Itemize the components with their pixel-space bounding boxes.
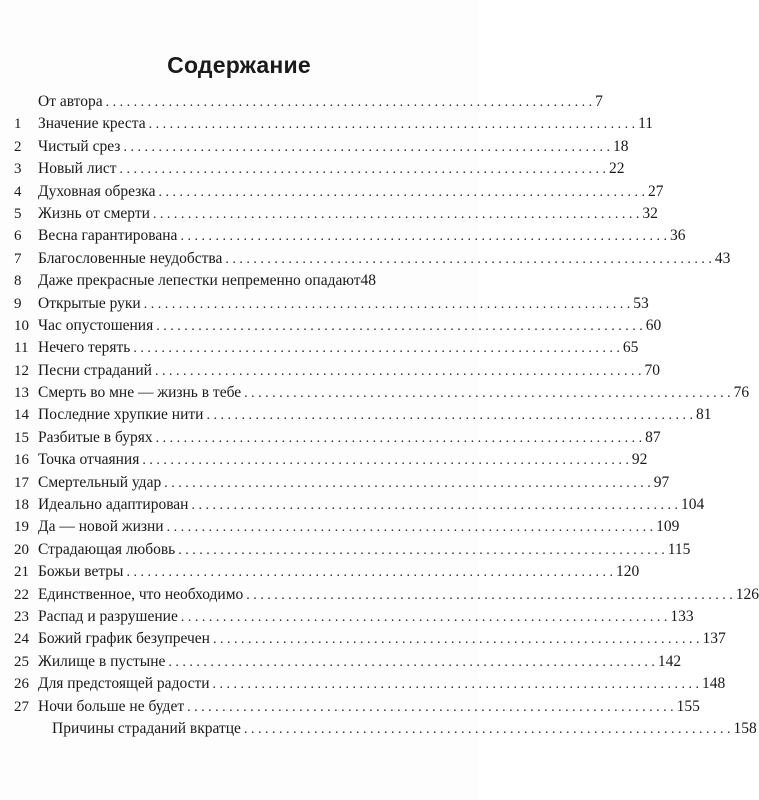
page-number: 142	[657, 652, 682, 670]
chapter-number: 12	[14, 362, 29, 379]
page-number: 155	[676, 697, 700, 715]
chapter-title: Да — новой жизни	[38, 518, 164, 536]
chapter-number: 7	[14, 250, 22, 267]
toc-entry	[14, 225, 686, 247]
chapter-number: 22	[14, 586, 29, 603]
page-number: 97	[653, 473, 670, 491]
chapter-number: 16	[14, 452, 29, 469]
chapter-title: Смертельный удар	[38, 473, 162, 491]
page-number: 70	[644, 361, 660, 379]
chapter-number: 23	[14, 608, 29, 625]
chapter-title: Точка отчаяния	[38, 451, 140, 469]
toc-entry	[14, 270, 436, 292]
chapter-title: Чистый срез	[38, 137, 121, 155]
chapter-title: Божий график безупречен	[38, 630, 210, 648]
toc-entry	[14, 584, 759, 606]
chapter-number: 26	[14, 676, 29, 693]
page-number: 126	[735, 585, 759, 603]
dot-leader	[156, 428, 643, 450]
chapter-number: 20	[14, 541, 29, 558]
dot-leader	[213, 629, 700, 651]
chapter-number: 4	[14, 183, 22, 200]
page-number: 60	[645, 316, 662, 334]
chapter-title: Причины страданий вкратце	[52, 719, 241, 737]
chapter-title: Весна гарантирована	[38, 227, 178, 245]
toc-entry	[14, 539, 691, 561]
toc-entry	[14, 427, 661, 449]
chapter-title: Духовная обрезка	[38, 182, 156, 200]
chapter-title: Божьи ветры	[38, 563, 124, 581]
dot-leader	[225, 249, 712, 271]
toc-entry	[14, 494, 705, 516]
chapter-title: От автора	[38, 93, 103, 110]
page-number: 32	[642, 204, 658, 222]
dot-leader	[120, 159, 607, 181]
chapter-number: 17	[14, 474, 29, 491]
chapter-title: Разбитые в бурях	[38, 428, 153, 446]
dot-leader	[133, 338, 620, 360]
chapter-title: Ночи больше не будет	[38, 697, 185, 715]
dot-leader	[213, 674, 700, 696]
page-number: 158	[733, 719, 757, 737]
page-number: 133	[670, 607, 694, 625]
page-number: 18	[612, 137, 629, 155]
chapter-number: 10	[14, 317, 29, 334]
page-number: 92	[631, 451, 648, 469]
dot-leader	[187, 697, 674, 719]
dot-leader	[167, 517, 654, 539]
dot-leader	[158, 182, 645, 204]
chapter-title: Смерть во мне — жизнь в тебе	[38, 384, 242, 402]
toc-entry	[14, 718, 757, 740]
chapter-title: Страдающая любовь	[38, 540, 176, 558]
dot-leader	[164, 473, 651, 495]
toc-entry	[14, 673, 726, 695]
dot-leader	[144, 294, 631, 316]
toc-entry	[14, 561, 640, 583]
toc-entry	[14, 382, 750, 404]
chapter-title: Даже прекрасные лепестки непременно опадают	[38, 272, 361, 290]
chapter-number: 15	[14, 429, 29, 446]
chapter-title: Песни страданий	[38, 361, 152, 379]
dot-leader	[244, 719, 731, 741]
toc-entry	[14, 91, 603, 113]
chapter-title: Час опустошения	[38, 316, 154, 334]
toc-entry	[14, 293, 649, 315]
chapter-title: Последние хрупкие нити	[38, 406, 204, 424]
dot-leader	[153, 204, 640, 226]
toc-entry	[14, 404, 712, 426]
toc-entry	[14, 628, 726, 650]
dot-leader	[244, 383, 731, 405]
page-number: 48	[360, 272, 377, 290]
toc-entry	[14, 158, 625, 180]
toc-entry	[14, 472, 670, 494]
chapter-number: 18	[14, 497, 29, 514]
chapter-number: 19	[14, 519, 29, 536]
toc-entry	[14, 360, 660, 382]
page-number: 11	[638, 115, 654, 133]
toc-entry	[14, 315, 662, 337]
chapter-number: 14	[14, 407, 29, 424]
toc-entry	[14, 449, 648, 471]
page-number: 7	[595, 93, 603, 110]
chapter-number: 3	[14, 161, 22, 178]
page-number: 53	[633, 294, 649, 312]
chapter-title: Жизнь от смерти	[38, 204, 150, 222]
chapter-number: 25	[14, 653, 29, 670]
dot-leader	[149, 114, 636, 136]
page-number: 81	[695, 406, 712, 424]
chapter-number: 21	[14, 564, 29, 581]
chapter-number: 5	[14, 205, 22, 222]
chapter-title: Благословенные неудобства	[38, 249, 223, 267]
chapter-title: Нечего терять	[38, 339, 131, 357]
toc-entry	[14, 696, 700, 718]
toc-entry	[14, 248, 731, 270]
chapter-number: 11	[14, 340, 29, 357]
toc-entry	[14, 516, 680, 538]
page-title: Содержание	[167, 52, 311, 78]
page-number: 36	[669, 227, 686, 245]
page-number: 76	[733, 384, 750, 402]
toc-entry	[14, 113, 654, 135]
chapter-number: 6	[14, 228, 22, 245]
chapter-number: 2	[14, 138, 22, 155]
chapter-number: 8	[14, 273, 22, 290]
dot-leader	[181, 607, 668, 629]
dot-leader	[206, 405, 693, 427]
dot-leader	[142, 450, 629, 472]
table-of-contents	[14, 91, 759, 740]
dot-leader	[191, 495, 678, 517]
page-number: 104	[680, 496, 705, 514]
chapter-title: Идеально адаптирован	[38, 496, 189, 514]
page-number: 115	[667, 540, 691, 558]
chapter-title: Распад и разрушение	[38, 607, 178, 625]
chapter-number: 1	[14, 116, 22, 133]
toc-entry	[14, 337, 639, 359]
page-number: 137	[702, 630, 726, 648]
dot-leader	[168, 652, 655, 674]
dot-leader	[155, 361, 642, 383]
dot-leader	[180, 226, 667, 248]
page-number: 27	[647, 182, 664, 200]
toc-entry	[14, 651, 682, 673]
dot-leader	[106, 92, 593, 114]
toc-entry	[14, 181, 664, 203]
chapter-number: 13	[14, 385, 29, 402]
page-number: 109	[656, 518, 680, 536]
chapter-title: Единственное, что необходимо	[38, 585, 244, 603]
dot-leader	[178, 540, 665, 562]
toc-entry	[14, 203, 658, 225]
dot-leader	[126, 562, 613, 584]
page-number: 22	[609, 160, 625, 178]
chapter-title: Жилище в пустыне	[38, 652, 166, 670]
chapter-title: Новый лист	[38, 160, 117, 178]
toc-entry	[14, 606, 694, 628]
toc-entry	[14, 136, 629, 158]
chapter-number: 27	[14, 698, 29, 715]
chapter-title: Открытые руки	[38, 294, 141, 312]
chapter-title: Для предстоящей радости	[38, 675, 210, 693]
chapter-title: Значение креста	[38, 115, 146, 133]
page-number: 65	[622, 339, 639, 357]
chapter-number: 24	[14, 631, 29, 648]
page-number: 43	[714, 249, 731, 267]
page-number: 87	[645, 428, 661, 446]
page-number: 148	[702, 675, 726, 693]
dot-leader	[246, 585, 733, 607]
page-number: 120	[615, 563, 640, 581]
chapter-number: 9	[14, 295, 22, 312]
dot-leader	[123, 137, 610, 159]
dot-leader	[156, 316, 643, 338]
